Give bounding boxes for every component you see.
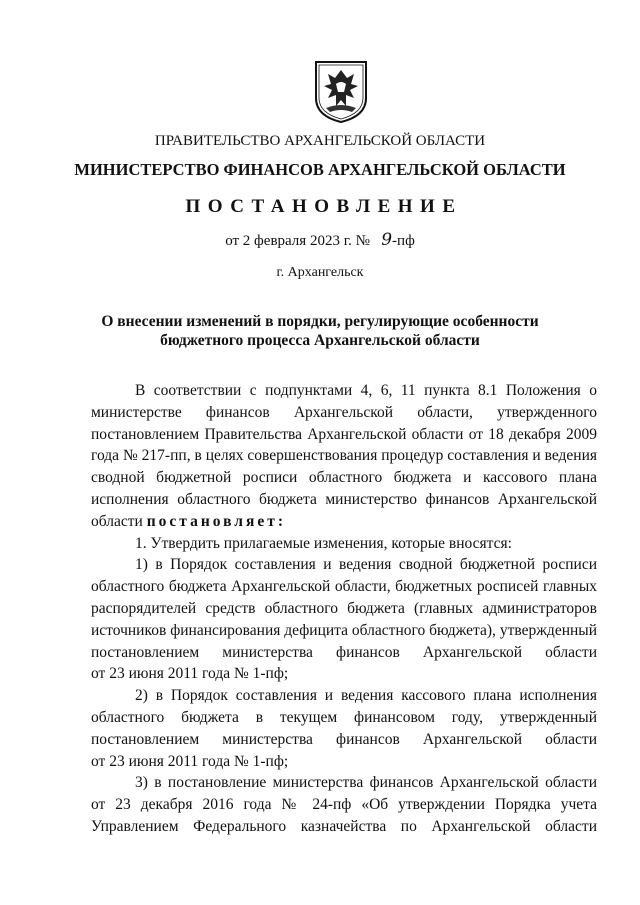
item-1-1-end: от 23 июня 2011 года № 1-пф; bbox=[91, 665, 289, 683]
date-prefix: от 2 февраля 2023 г. № bbox=[225, 233, 370, 249]
document-body bbox=[91, 380, 597, 838]
government-heading: ПРАВИТЕЛЬСТВО АРХАНГЕЛЬСКОЙ ОБЛАСТИ bbox=[154, 133, 486, 149]
preamble-colon: : bbox=[277, 512, 287, 530]
date-line bbox=[0, 230, 640, 250]
preamble-decree-word: постановляет bbox=[146, 512, 278, 530]
title-line-2: бюджетного процесса Архангельской области bbox=[160, 332, 480, 349]
item-1-2-end: от 23 июня 2011 года № 1-пф; bbox=[91, 752, 289, 770]
preamble-paragraph bbox=[91, 380, 597, 533]
document-title bbox=[0, 312, 640, 350]
document-number: 9 bbox=[381, 230, 393, 250]
ministry-heading: МИНИСТЕРСТВО ФИНАНСОВ АРХАНГЕЛЬСКОЙ ОБЛАСТИ bbox=[74, 160, 566, 179]
title-line-1: О внесении изменений в порядки, регулирующие особенности bbox=[101, 313, 539, 330]
item-1-3: 3) в постановление министерства финансов Архангельской области от 23 декабря 2016 года № 24-пф «Об утверждении Порядка учета Управлением Федерального казначейства по Архангельской области bbox=[91, 774, 597, 835]
item-1: 1. Утвердить прилагаемые изменения, которые вносятся: bbox=[135, 534, 512, 552]
city-line: г. Архангельск bbox=[276, 265, 364, 280]
number-suffix: -пф bbox=[392, 233, 415, 249]
item-1-2: 2) в Порядок составления и ведения кассового плана исполнения областного бюджета в текущем финансовом году, утвержденный постановлением министерства финансов Архангельской области bbox=[91, 687, 597, 748]
document-type: ПОСТАНОВЛЕНИЕ bbox=[185, 196, 463, 217]
coat-of-arms-emblem bbox=[302, 58, 380, 124]
preamble-text: В соответствии с подпунктами 4, 6, 11 пункта 8.1 Положения о министерстве финансов Архангельской области, утвержденного постановлением Правительства Архангельской области от 18 декабря 2009 года № 217-пп, в целях совершенствования процедур составления и ведения сводной бюджетной росписи областного бюджета и кассового плана исполнения областного бюджета министерство финансов Архангельской области bbox=[91, 382, 597, 530]
item-1-1: 1) в Порядок составления и ведения сводной бюджетной росписи областного бюджета Архангельской области, бюджетных росписей главных распорядителей средств областного бюджета (главных администраторов источников финансирования дефицита областного бюджета), утвержденный постановлением министерства финансов Архангельской области bbox=[91, 556, 597, 661]
